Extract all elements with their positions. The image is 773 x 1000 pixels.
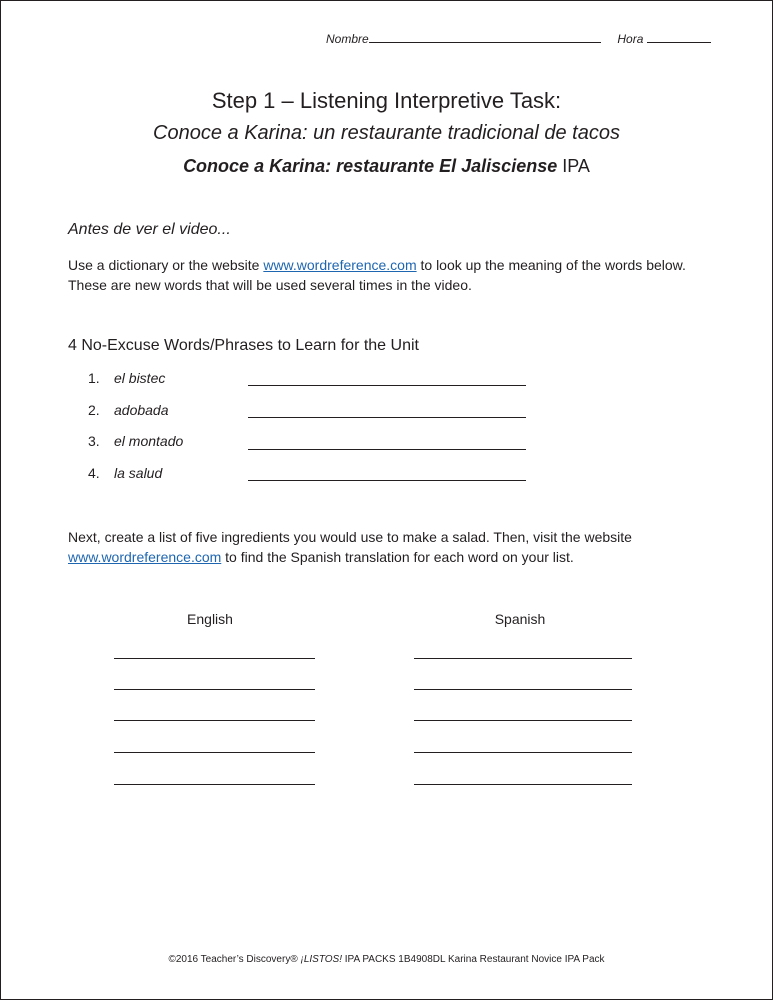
vocab-number: 2. (88, 402, 100, 418)
page-footer (0, 954, 773, 965)
vocab-item (88, 402, 169, 418)
footer-copyright: ©2016 Teacher’s Discovery® (168, 954, 301, 965)
hora-label: Hora (617, 32, 644, 46)
subtitle-ipa-name: Conoce a Karina: restaurante El Jalisciense (183, 156, 558, 176)
vocab-item (88, 433, 183, 449)
vocab-word: la salud (114, 465, 163, 481)
wordreference-link-2[interactable]: www.wordreference.com (68, 549, 222, 565)
vocab-answer-line[interactable] (248, 385, 526, 386)
subtitle-ipa-suffix: IPA (557, 156, 590, 176)
footer-pack-info: IPA PACKS 1B4908DL Karina Restaurant Novice IPA Pack (341, 954, 605, 965)
before-video-instructions (68, 255, 708, 295)
spanish-column-header: Spanish (494, 611, 546, 627)
wordreference-link-1[interactable]: www.wordreference.com (263, 257, 417, 273)
english-answer-line[interactable] (114, 689, 315, 690)
vocab-word: el bistec (114, 370, 166, 386)
salad-instructions (68, 527, 708, 567)
vocab-number: 1. (88, 370, 100, 386)
english-answer-line[interactable] (114, 752, 315, 753)
spanish-answer-line[interactable] (414, 720, 632, 721)
before-video-heading: Antes de ver el video... (68, 221, 231, 238)
vocab-word: adobada (114, 402, 169, 418)
hora-blank[interactable] (647, 31, 711, 43)
vocab-word: el montado (114, 433, 184, 449)
page-title: Step 1 – Listening Interpretive Task: (211, 88, 562, 113)
instructions-text-2: to look up the meaning of the words below. These are new words that will be used several times in the video. (68, 257, 686, 293)
vocab-number: 4. (88, 465, 100, 481)
page-subtitle-ipa (0, 156, 773, 177)
nombre-blank[interactable] (369, 31, 601, 43)
vocab-answer-line[interactable] (248, 480, 526, 481)
spanish-answer-line[interactable] (414, 752, 632, 753)
vocab-answer-line[interactable] (248, 417, 526, 418)
spanish-answer-line[interactable] (414, 689, 632, 690)
english-answer-line[interactable] (114, 784, 315, 785)
page-subtitle: Conoce a Karina: un restaurante tradicional de tacos (153, 122, 620, 144)
salad-text-2: to find the Spanish translation for each word on your list. (221, 549, 574, 565)
english-answer-line[interactable] (114, 658, 315, 659)
english-answer-line[interactable] (114, 720, 315, 721)
spanish-answer-line[interactable] (414, 784, 632, 785)
vocab-item (88, 370, 165, 386)
footer-brand: ¡LISTOS! (300, 954, 342, 965)
name-hour-header (326, 31, 711, 46)
salad-text-1: Next, create a list of five ingredients you would use to make a salad. Then, visit the website (68, 529, 632, 545)
nombre-label: Nombre (326, 32, 369, 46)
spanish-answer-line[interactable] (414, 658, 632, 659)
english-column-header: English (187, 611, 233, 627)
instructions-text-1: Use a dictionary or the website (68, 257, 264, 273)
vocab-item (88, 465, 162, 481)
vocab-answer-line[interactable] (248, 449, 526, 450)
vocab-number: 3. (88, 433, 100, 449)
vocab-heading: 4 No-Excuse Words/Phrases to Learn for the Unit (68, 337, 419, 354)
